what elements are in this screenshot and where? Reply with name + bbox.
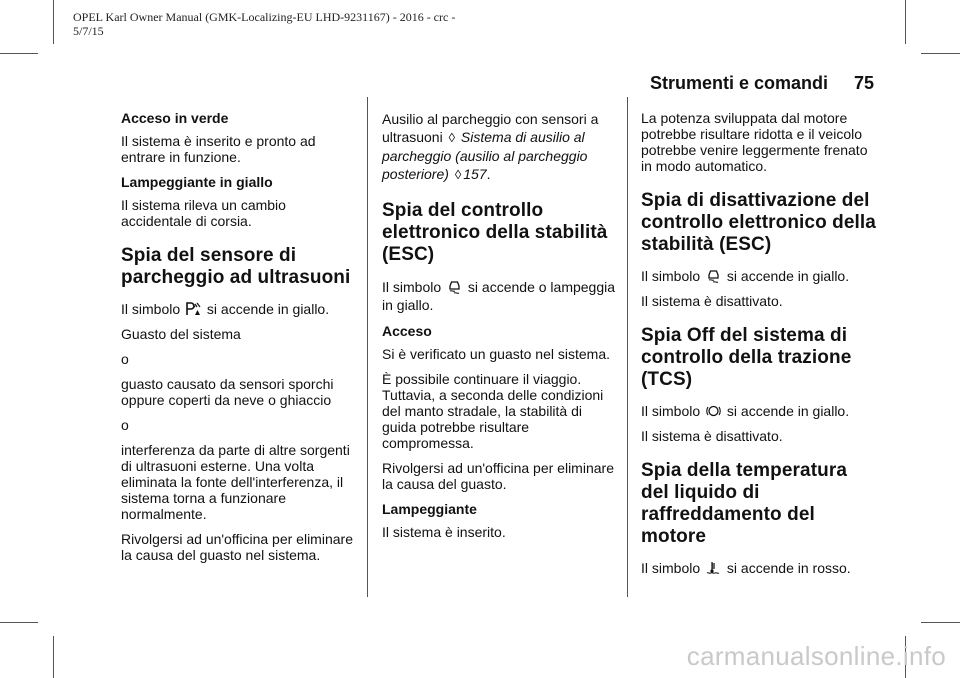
watermark: carmanualsonline.info (686, 641, 946, 671)
paragraph: Si è verificato un guasto nel sistema. (382, 346, 611, 362)
column-separator (627, 97, 628, 597)
subheading: Lampeggiante (382, 501, 477, 517)
paragraph: Il sistema è inserito. (382, 524, 506, 540)
column-1 (121, 110, 353, 572)
paragraph: La potenza sviluppata dal motore potrebbe risultare ridotta e il veicolo potrebbe venire leggermente frenato in modo automatico. (641, 110, 868, 174)
column-separator (367, 97, 368, 597)
paragraph: o (121, 351, 129, 367)
paragraph: Il sistema è inserito e pronto ad entrare in funzione. (121, 133, 316, 165)
paragraph: Il simbolo si accende o lampeggia in giallo. (382, 279, 616, 313)
tcs-off-icon (706, 404, 721, 418)
page-number: 75 (853, 73, 874, 93)
paragraph: guasto causato da sensori sporchi oppure coperti da neve o ghiaccio (121, 376, 334, 408)
meta-line-2: 5/7/15 (73, 24, 104, 38)
document-meta (73, 10, 593, 38)
paragraph: È possibile continuare il viaggio. Tuttavia, a seconda delle condizioni del manto stradale, la stabilità di guida potrebbe risultare compromessa. (382, 371, 604, 451)
meta-line-1: OPEL Karl Owner Manual (GMK-Localizing-EU LHD-9231167) - 2016 - crc - (73, 10, 456, 24)
crop-mark (0, 622, 38, 623)
paragraph: Guasto del sistema (121, 326, 241, 342)
paragraph: Il sistema è disattivato. (641, 293, 783, 309)
cross-reference-link[interactable]: Sistema di ausilio al parcheggio (ausilio al parcheggio posteriore) (382, 129, 588, 182)
section-title: Strumenti e comandi (649, 73, 828, 93)
section-heading: Spia di disattivazione del controllo elettronico della stabilità (ESC) (641, 190, 876, 255)
crop-mark (921, 622, 960, 623)
esc-off-icon (706, 269, 721, 283)
paragraph: Il simbolo si accende in giallo. (641, 403, 850, 419)
paragraph: Rivolgersi ad un'officina per eliminare la causa del guasto nel sistema. (121, 531, 353, 563)
paragraph: Il simbolo si accende in giallo. (121, 301, 330, 317)
section-heading: Spia del sensore di parcheggio ad ultrasuoni (121, 245, 351, 288)
paragraph: Il sistema rileva un cambio accidentale di corsia. (121, 197, 286, 229)
crop-mark (921, 53, 960, 54)
crop-mark (53, 636, 54, 678)
column-3 (641, 110, 877, 585)
paragraph: o (121, 417, 129, 433)
parking-sensor-icon (186, 302, 201, 316)
subheading: Acceso (382, 323, 432, 339)
cross-reference-arrow-icon: ◊ (454, 167, 462, 182)
page-header (650, 73, 874, 94)
paragraph: Rivolgersi ad un'officina per eliminare la causa del guasto. (382, 460, 614, 492)
coolant-temperature-icon (706, 561, 721, 575)
section-heading: Spia Off del sistema di controllo della trazione (TCS) (641, 325, 852, 390)
crop-mark (905, 0, 906, 44)
paragraph: Ausilio al parcheggio con sensori a ultrasuoni ◊ Sistema di ausilio al parcheggio (ausilio al parcheggio posteriore) ◊ 157. (382, 111, 599, 182)
paragraph: Il sistema è disattivato. (641, 428, 783, 444)
section-heading: Spia del controllo elettronico della stabilità (ESC) (382, 200, 608, 265)
subheading: Acceso in verde (121, 110, 229, 126)
column-2 (382, 110, 616, 549)
paragraph: interferenza da parte di altre sorgenti di ultrasuoni esterne. Una volta eliminata la fonte dell'interferenza, il sistema torna a funzionare normalmente. (121, 442, 350, 522)
cross-reference-page[interactable]: 157 (463, 166, 487, 182)
paragraph: Il simbolo si accende in giallo. (641, 268, 850, 284)
esc-car-skid-icon (447, 280, 462, 294)
crop-mark (53, 0, 54, 44)
paragraph: Il simbolo si accende in rosso. (641, 560, 851, 576)
subheading: Lampeggiante in giallo (121, 174, 273, 190)
section-heading: Spia della temperatura del liquido di raffreddamento del motore (641, 460, 847, 547)
cross-reference-arrow-icon: ◊ (448, 130, 456, 145)
crop-mark (0, 53, 38, 54)
